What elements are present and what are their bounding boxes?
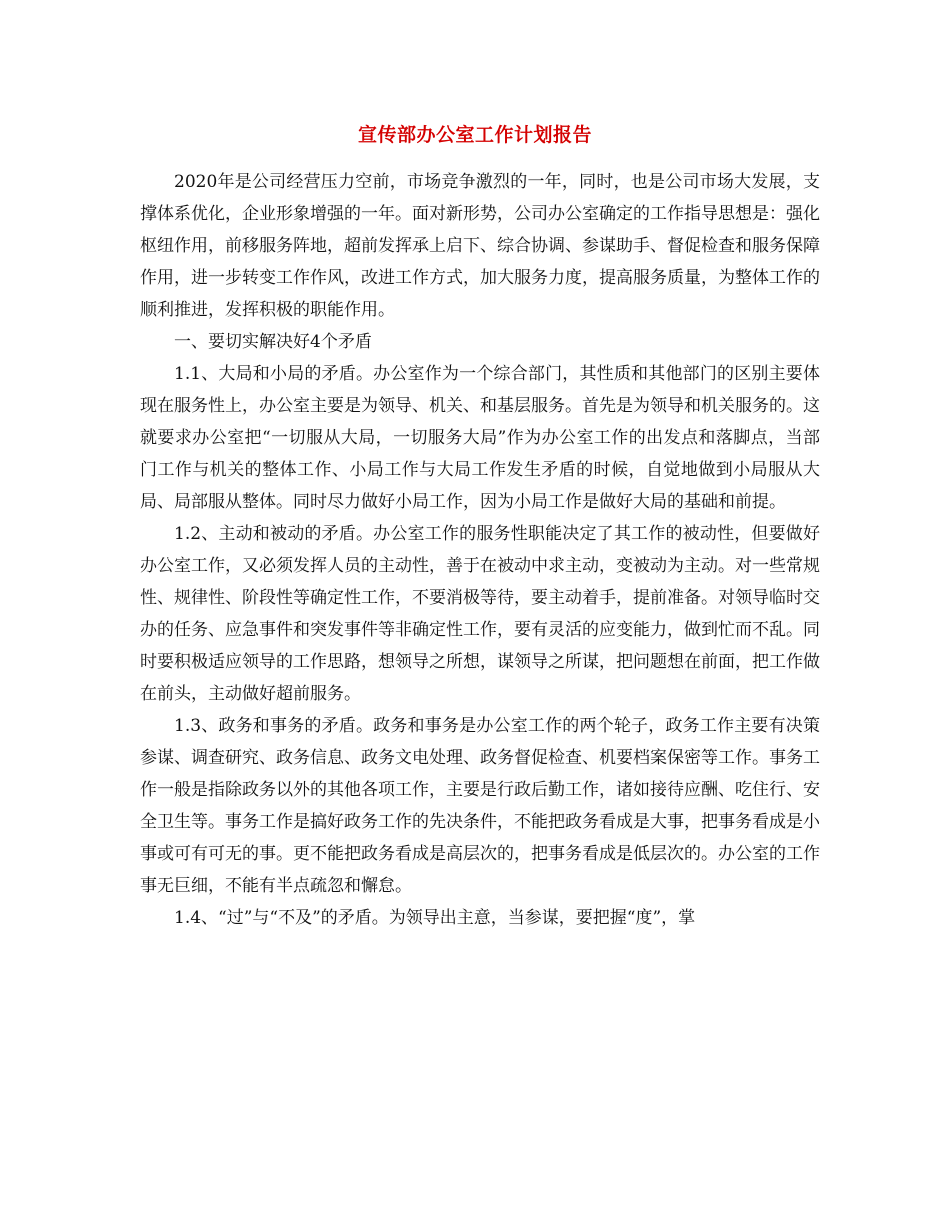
section-heading: 一、要切实解决好4个矛盾	[174, 332, 372, 352]
paragraph-intro: 2020年是公司经营压力空前，市场竞争激烈的一年，同时，也是公司市场大发展，支撑体系优化，企业形象增强的一年。面对新形势，公司办公室确定的工作指导思想是：强化枢纽作用，前移服务阵地，超前发挥承上启下、综合协调、参谋助手、督促检查和服务保障作用，进一步转变工作作风，改进工作方式，加大服务力度，提高服务质量，为整体工作的顺利推进，发挥积极的职能作用。	[140, 172, 820, 320]
document-body	[140, 166, 820, 934]
page-title: 宣传部办公室工作计划报告	[357, 124, 592, 146]
paragraph-1-1: 1.1、大局和小局的矛盾。办公室作为一个综合部门，其性质和其他部门的区别主要体现在服务性上，办公室主要是为领导、机关、和基层服务。首先是为领导和机关服务的。这就要求办公室把“一切服从大局，一切服务大局”作为办公室工作的出发点和落脚点，当部门工作与机关的整体工作、小局工作与大局工作发生矛盾的时候，自觉地做到小局服从大局、局部服从整体。同时尽力做好小局工作，因为小局工作是做好大局的基础和前提。	[140, 364, 820, 512]
paragraph-1-4: 1.4、“过”与“不及”的矛盾。为领导出主意，当参谋，要把握“度”，掌	[174, 908, 696, 928]
paragraph-1-2: 1.2、主动和被动的矛盾。办公室工作的服务性职能决定了其工作的被动性，但要做好办公室工作，又必须发挥人员的主动性，善于在被动中求主动，变被动为主动。对一些常规性、规律性、阶段性等确定性工作，不要消极等待，要主动着手，提前准备。对领导临时交办的任务、应急事件和突发事件等非确定性工作，要有灵活的应变能力，做到忙而不乱。同时要积极适应领导的工作思路，想领导之所想，谋领导之所谋，把问题想在前面，把工作做在前头，主动做好超前服务。	[140, 524, 820, 704]
paragraph-1-3: 1.3、政务和事务的矛盾。政务和事务是办公室工作的两个轮子，政务工作主要有决策参谋、调查研究、政务信息、政务文电处理、政务督促检查、机要档案保密等工作。事务工作一般是指除政务以外的其他各项工作，主要是行政后勤工作，诸如接待应酬、吃住行、安全卫生等。事务工作是搞好政务工作的先决条件，不能把政务看成是大事，把事务看成是小事或可有可无的事。更不能把政务看成是高层次的，把事务看成是低层次的。办公室的工作事无巨细，不能有半点疏忽和懈怠。	[140, 716, 820, 896]
